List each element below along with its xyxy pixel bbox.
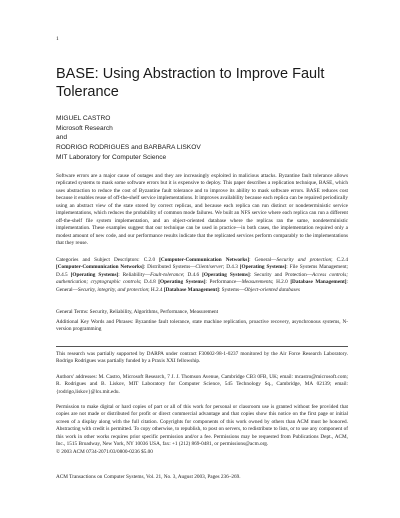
- author-block: [56, 114, 356, 163]
- cat-text: ; D.4.6: [183, 271, 203, 278]
- cat-italic: Access controls; authentication; cryptographic controls: [56, 271, 349, 286]
- cat-italic: Object-oriented databases: [244, 286, 300, 293]
- affiliation-mit: MIT Laboratory for Computer Science: [56, 153, 167, 161]
- cat-italic: Measurements: [241, 279, 273, 286]
- journal-footer: ACM Transactions on Computer Systems, Vol. 21, No. 3, August 2003, Pages 236–269.: [56, 474, 241, 480]
- cat-bold: [Operating Systems]: [70, 271, 119, 278]
- author-conjunction: and: [56, 134, 68, 142]
- cat-bold: [Database Management]: [163, 286, 219, 293]
- author-names-rodrigues-liskov: RODRIGO RODRIGUES and BARBARA LISKOV: [56, 144, 201, 152]
- cat-italic: Security and protection: [276, 257, 332, 263]
- cat-italic: Fault-tolerance: [150, 271, 184, 278]
- copyright-line: © 2003 ACM 0734-2071/03/0800-0236 $5.00: [56, 448, 153, 455]
- cat-text: : General—: [249, 257, 277, 263]
- author-name-castro: MIGUEL CASTRO: [56, 115, 111, 122]
- permission-notice: [56, 404, 348, 456]
- cat-text: : Reliability—: [118, 271, 151, 278]
- cat-text: : File Systems Management; D.4.5: [56, 264, 349, 278]
- cat-text: ; H.2.0: [272, 279, 291, 286]
- cat-text: : Performance—: [205, 279, 242, 286]
- general-terms: General Terms: Security, Reliability, Algorithms, Performance, Measurement: [56, 309, 219, 315]
- keywords: Additional Key Words and Phrases: Byzantine fault tolerance, state machine replication, proactive recovery, asynchronous systems, N-version programming: [56, 319, 348, 333]
- categories-and-subject-descriptors: [56, 257, 348, 294]
- cat-bold: [Computer-Communication Networks]: [159, 257, 250, 263]
- cat-text: ; C.2.4: [331, 257, 348, 263]
- cat-bold: [Computer-Communication Networks]: [56, 264, 144, 271]
- cat-text: ; D.4.8: [140, 279, 159, 286]
- cat-bold: [Operating Systems]: [239, 264, 287, 271]
- authors-addresses: Authors' addresses: M. Castro, Microsoft Research, 7 J. J. Thomson Avenue, Cambridge CB3 0FB, UK; email: mcastro@microsoft.com; R. Rodrigues and B. Liskov, MIT Laboratory for Computer Science, 545 Technology Sq., Cambridge, MA 02139; email: {rodrigo,liskov}@lcs.mit.edu.: [56, 374, 348, 395]
- cat-text: ; H.2.4: [148, 286, 164, 293]
- footnote-divider: [56, 346, 348, 347]
- cat-text: Categories and Subject Descriptors: C.2.0: [56, 257, 160, 263]
- funding-note: This research was partially supported by DARPA under contract F30602-98-1-0237 monitored by the Air Force Research Laboratory. Rodrigo Rodrigues was partially funded by a Praxis XXI fellowship.: [56, 351, 348, 365]
- cat-bold: [Operating Systems]: [158, 279, 206, 286]
- cat-bold: [Database Management]: [290, 279, 347, 286]
- cat-bold: [Operating Systems]: [202, 271, 250, 278]
- affiliation-microsoft: Microsoft Research: [56, 124, 113, 132]
- permission-text: Permission to make digital or hard copies of part or all of this work for personal or classroom use is granted without fee provided that copies are not made or distributed for profit or direct commercial advantage and that copies show this notice on the first page or initial screen of a display along with the full citation. Copyrights for components of this work owned by others than ACM must be honored. Abstracting with credit is permitted. To copy otherwise, to republish, to post on servers, to redistribute to lists, or to use any component of this work in other works requires prior specific permission and/or a fee. Permissions may be requested from Publications Dept., ACM, Inc., 1515 Broadway, New York, NY 10036 USA, fax: +1 (212) 869-0481, or permissions@acm.org.: [56, 404, 348, 448]
- cat-text: : Security and Protection—: [249, 271, 312, 278]
- cat-text: : Distributed Systems—: [143, 264, 196, 271]
- cat-italic: Client/server: [195, 264, 223, 271]
- abstract: Software errors are a major cause of outages and they are increasingly exploited in malicious attacks. Byzantine fault tolerance allows replicated systems to mask some software errors but it is expensive to deploy. This paper describes a replication technique, BASE, which uses abstraction to reduce the cost of Byzantine fault tolerance and to improve its ability to mask software errors. BASE reduces cost because it enables reuse of off-the-shelf service implementations. It improves availability because each replica can be repaired periodically using an abstract view of the state stored by correct replicas, and because each replica can run distinct or nondeterministic service implementations, which reduces the probability of common mode failures. We built an NFS service where each replica can run a different off-the-shelf file system implementation, and an object-oriented database where the replicas ran the same, nondeterministic implementation. These examples suggest that our technique can be used in practice—in both cases, the implementation required only a modest amount of new code, and our performance results indicate that the replicated services perform comparably to the implementations that they reuse.: [56, 173, 348, 247]
- cat-text: ; D.4.3: [222, 264, 240, 271]
- paper-title: BASE: Using Abstraction to Improve Fault Tolerance: [56, 66, 325, 100]
- page-number: 1: [56, 36, 59, 42]
- cat-text: : General—: [56, 279, 349, 293]
- cat-italic: Security, integrity, and protection: [77, 286, 149, 293]
- cat-text: : Systems—: [218, 286, 245, 293]
